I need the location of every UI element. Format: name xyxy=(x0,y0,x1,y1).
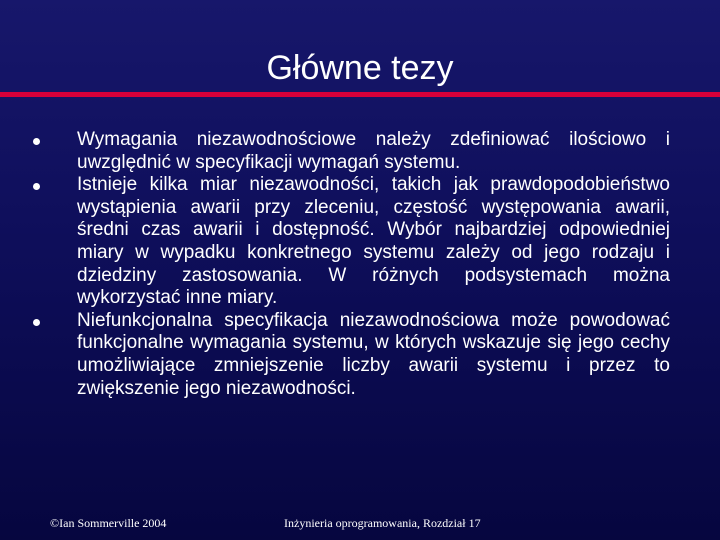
bullet-dot-icon xyxy=(33,319,40,326)
bullet-text: Niefunkcjonalna specyfikacja niezawodnościowa może powodować funkcjonalne wymagania systemu, w których wskazuje się jego cechy umożliwiające zmniejszenie liczby awarii systemu i przez to zwiększenie jego niezawodności. xyxy=(77,309,670,399)
footer-copyright: ©Ian Sommerville 2004 xyxy=(50,516,167,530)
bullet-item xyxy=(0,174,720,310)
bullet-text: Istnieje kilka miar niezawodności, takich jak prawdopodobieństwo wystąpienia awarii przy zleceniu, częstość występowania awarii, średni czas awarii i dostępność. Wybór najbardziej odpowiedniej miary w wypadku konkretnego systemu zależy od jego rodzaju i dziedziny zastosowania. W różnych podsystemach można wykorzystać inne miary. xyxy=(77,174,670,309)
title-divider xyxy=(0,92,720,97)
bullet-list xyxy=(0,129,720,400)
footer-chapter: Inżynieria oprogramowania, Rozdział 17 xyxy=(284,516,481,530)
bullet-dot-icon xyxy=(33,183,40,190)
bullet-item xyxy=(0,310,720,400)
slide-title: Główne tezy xyxy=(266,49,454,87)
bullet-dot-icon xyxy=(33,138,40,145)
bullet-text: Wymagania niezawodnościowe należy zdefiniować ilościowo i uwzględnić w specyfikacji wymagań systemu. xyxy=(77,129,670,173)
bullet-item xyxy=(0,129,720,174)
